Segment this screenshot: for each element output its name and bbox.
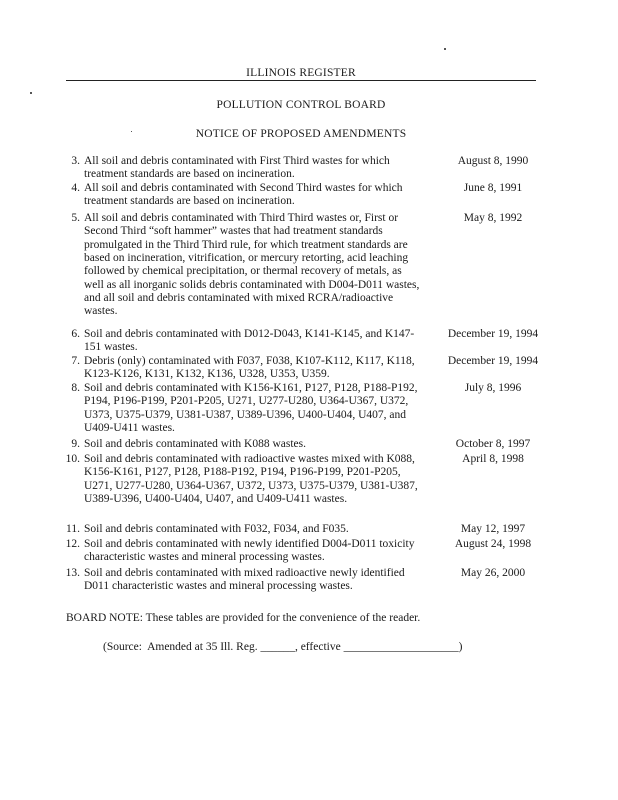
entry-description: Soil and debris contaminated with newly identified D004-D011 toxicity characteristic wastes and mineral processing wastes. (84, 538, 415, 564)
entry-description: Soil and debris contaminated with radioactive wastes mixed with K088, K156-K161, P127, P128, P188-P192, P194, P196-P199, P201-P205, U271, U277-U280, U364-U367, U372, U373, U375-U379, U381-U387, U389-U396, U400-U404, U407, and U409-U411 wastes. (84, 453, 418, 506)
entry-number: 5. (71, 212, 80, 225)
entry-number: 13. (65, 567, 80, 580)
entry-date: May 26, 2000 (460, 567, 526, 580)
entry-date: May 12, 1997 (460, 523, 526, 536)
entry-date: June 8, 1991 (463, 181, 523, 194)
entry-description: All soil and debris contaminated with First Third wastes for which treatment standards are based on incineration. (84, 155, 390, 181)
list-item (60, 382, 560, 438)
list-item (60, 328, 560, 355)
entry-description: Soil and debris contaminated with K088 wastes. (84, 438, 306, 451)
entry-description: Soil and debris contaminated with D012-D043, K141-K145, and K147-151 wastes. (84, 328, 415, 354)
list-item (60, 182, 560, 213)
register-header: ILLINOIS REGISTER (66, 67, 536, 81)
entry-date: December 19, 1994 (447, 328, 539, 341)
entry-description: Soil and debris contaminated with F032, F034, and F035. (84, 523, 349, 536)
list-item (60, 567, 560, 596)
entries-list (60, 155, 560, 596)
entry-date: July 8, 1996 (464, 382, 522, 395)
list-item (60, 355, 560, 382)
board-title: POLLUTION CONTROL BOARD (216, 99, 386, 111)
list-item (60, 538, 560, 567)
entry-number: 6. (71, 328, 80, 341)
list-item (60, 438, 560, 453)
entry-number: 9. (71, 438, 80, 451)
entry-date: May 8, 1992 (463, 212, 523, 225)
entry-description: Debris (only) contaminated with F037, F038, K107-K112, K117, K118, K123-K126, K131, K132, K136, U328, U353, U359. (84, 355, 415, 381)
scan-speck (444, 48, 446, 50)
list-item (60, 523, 560, 538)
entry-number: 8. (71, 382, 80, 395)
entry-number: 7. (71, 355, 80, 368)
entry-date: August 24, 1998 (454, 538, 532, 551)
scan-speck (30, 92, 32, 94)
entry-description: All soil and debris contaminated with Second Third wastes for which treatment standards are based on incineration. (84, 181, 403, 207)
list-item (60, 453, 560, 523)
entry-description: Soil and debris contaminated with K156-K161, P127, P128, P188-P192, P194, P196-P199, P201-P205, U271, U277-U280, U364-U367, U372, U373, U375-U379, U381-U387, U389-U396, U400-U404, U407, and U409-U411 wastes. (84, 382, 418, 435)
list-item (60, 212, 560, 328)
entry-number: 12. (65, 538, 80, 551)
board-note: BOARD NOTE: These tables are provided for the convenience of the reader. (66, 612, 421, 624)
notice-title: NOTICE OF PROPOSED AMENDMENTS (195, 128, 407, 140)
entry-number: 11. (66, 523, 80, 536)
list-item (60, 155, 560, 182)
entry-date: December 19, 1994 (447, 355, 539, 368)
entry-description: All soil and debris contaminated with Third Third wastes or, First or Second Third “soft hammer” wastes that had treatment standards promulgated in the Third Third rule, for which treatment standards are based on incineration, vitrification, or mercury retorting, acid leaching followed by chemical precipitation, or thermal recovery of metals, as well as all inorganic solids debris contaminated with D004-D011 wastes, and all soil and debris contaminated with mixed RCRA/radioactive wastes. (84, 212, 420, 318)
entry-date: August 8, 1990 (457, 155, 529, 167)
source-note: (Source: Amended at 35 Ill. Reg. ______, effective ____________________) (103, 641, 463, 653)
entry-date: April 8, 1998 (462, 453, 524, 466)
entry-number: 10. (65, 453, 80, 466)
entry-date: October 8, 1997 (455, 438, 531, 451)
entry-description: Soil and debris contaminated with mixed radioactive newly identified D011 characteristic wastes and mineral processing wastes. (84, 567, 405, 593)
entry-number: 3. (71, 155, 80, 167)
entry-number: 4. (71, 181, 80, 194)
